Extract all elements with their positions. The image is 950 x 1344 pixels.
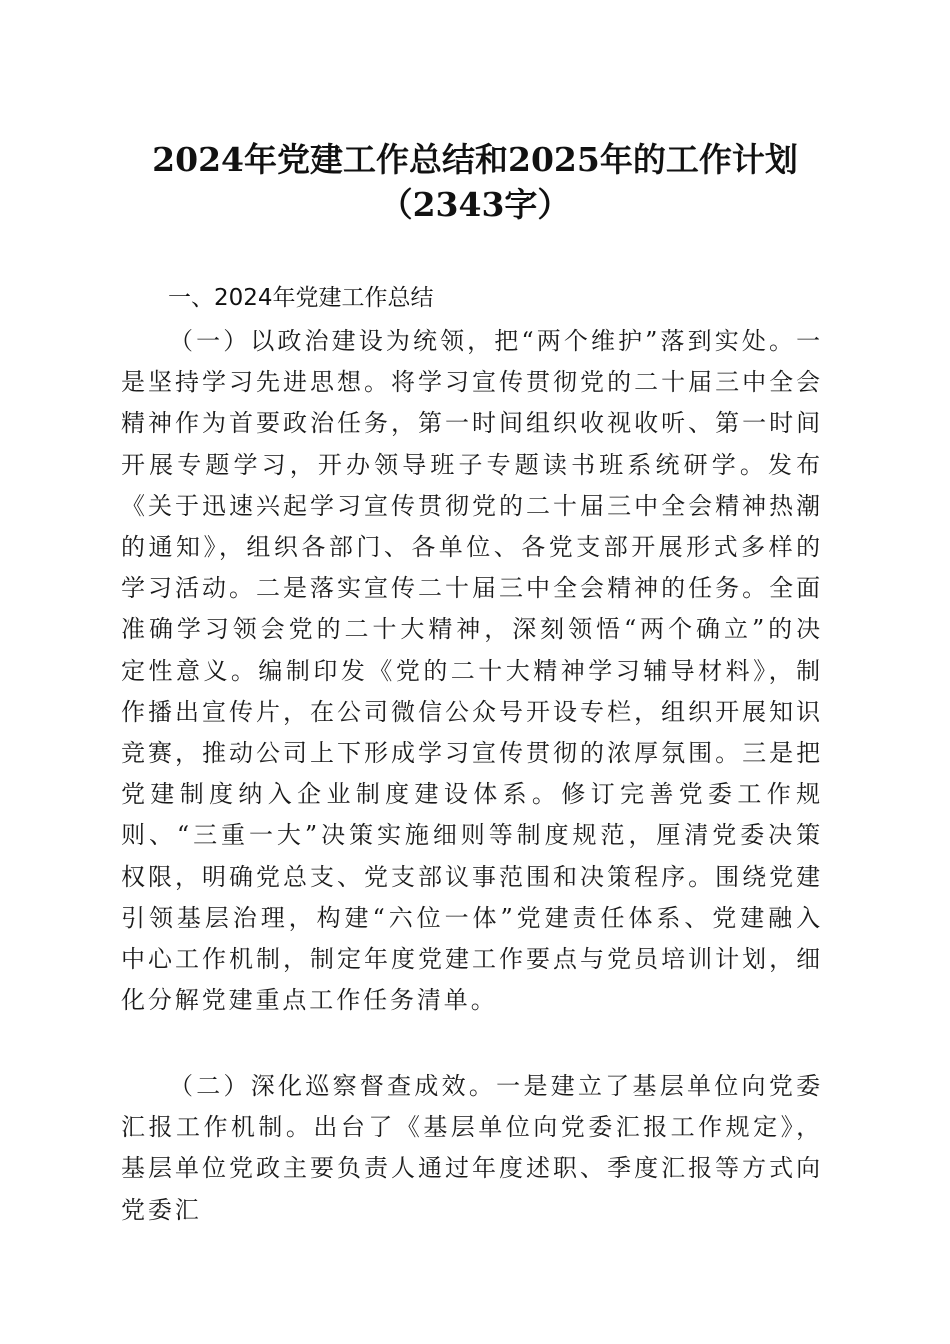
body-paragraph-1: （一）以政治建设为统领，把“两个维护”落到实处。一是坚持学习先进思想。将学习宣传贯彻党的二十届三中全会精神作为首要政治任务，第一时间组织收视收听、第一时间开展专题学习，开办领导班子专题读书班系统研学。发布《关于迅速兴起学习宣传贯彻党的二十届三中全会精神热潮的通知》，组织各部门、各单位、各党支部开展形式多样的学习活动。二是落实宣传二十届三中全会精神的任务。全面准确学习领会党的二十大精神，深刻领悟“两个确立”的决定性意义。编制印发《党的二十大精神学习辅导材料》，制作播出宣传片，在公司微信公众号开设专栏，组织开展知识竞赛，推动公司上下形成学习宣传贯彻的浓厚氛围。三是把党建制度纳入企业制度建设体系。修订完善党委工作规则、“三重一大”决策实施细则等制度规范，厘清党委决策权限，明确党总支、党支部议事范围和决策程序。围绕党建引领基层治理，构建“六位一体”党建责任体系、党建融入中心工作机制，制定年度党建工作要点与党员培训计划，细化分解党建重点工作任务清单。 bbox=[121, 327, 823, 1015]
word-count-subtitle: （2343字） bbox=[379, 185, 571, 224]
section-heading: 一、2024年党建工作总结 bbox=[168, 285, 434, 311]
body-paragraph-2: （二）深化巡察督查成效。一是建立了基层单位向党委汇报工作机制。出台了《基层单位向党委汇报工作规定》，基层单位党政主要负责人通过年度述职、季度汇报等方式向党委汇 bbox=[121, 1072, 823, 1224]
document-title: 2024年党建工作总结和2025年的工作计划 bbox=[152, 140, 798, 179]
